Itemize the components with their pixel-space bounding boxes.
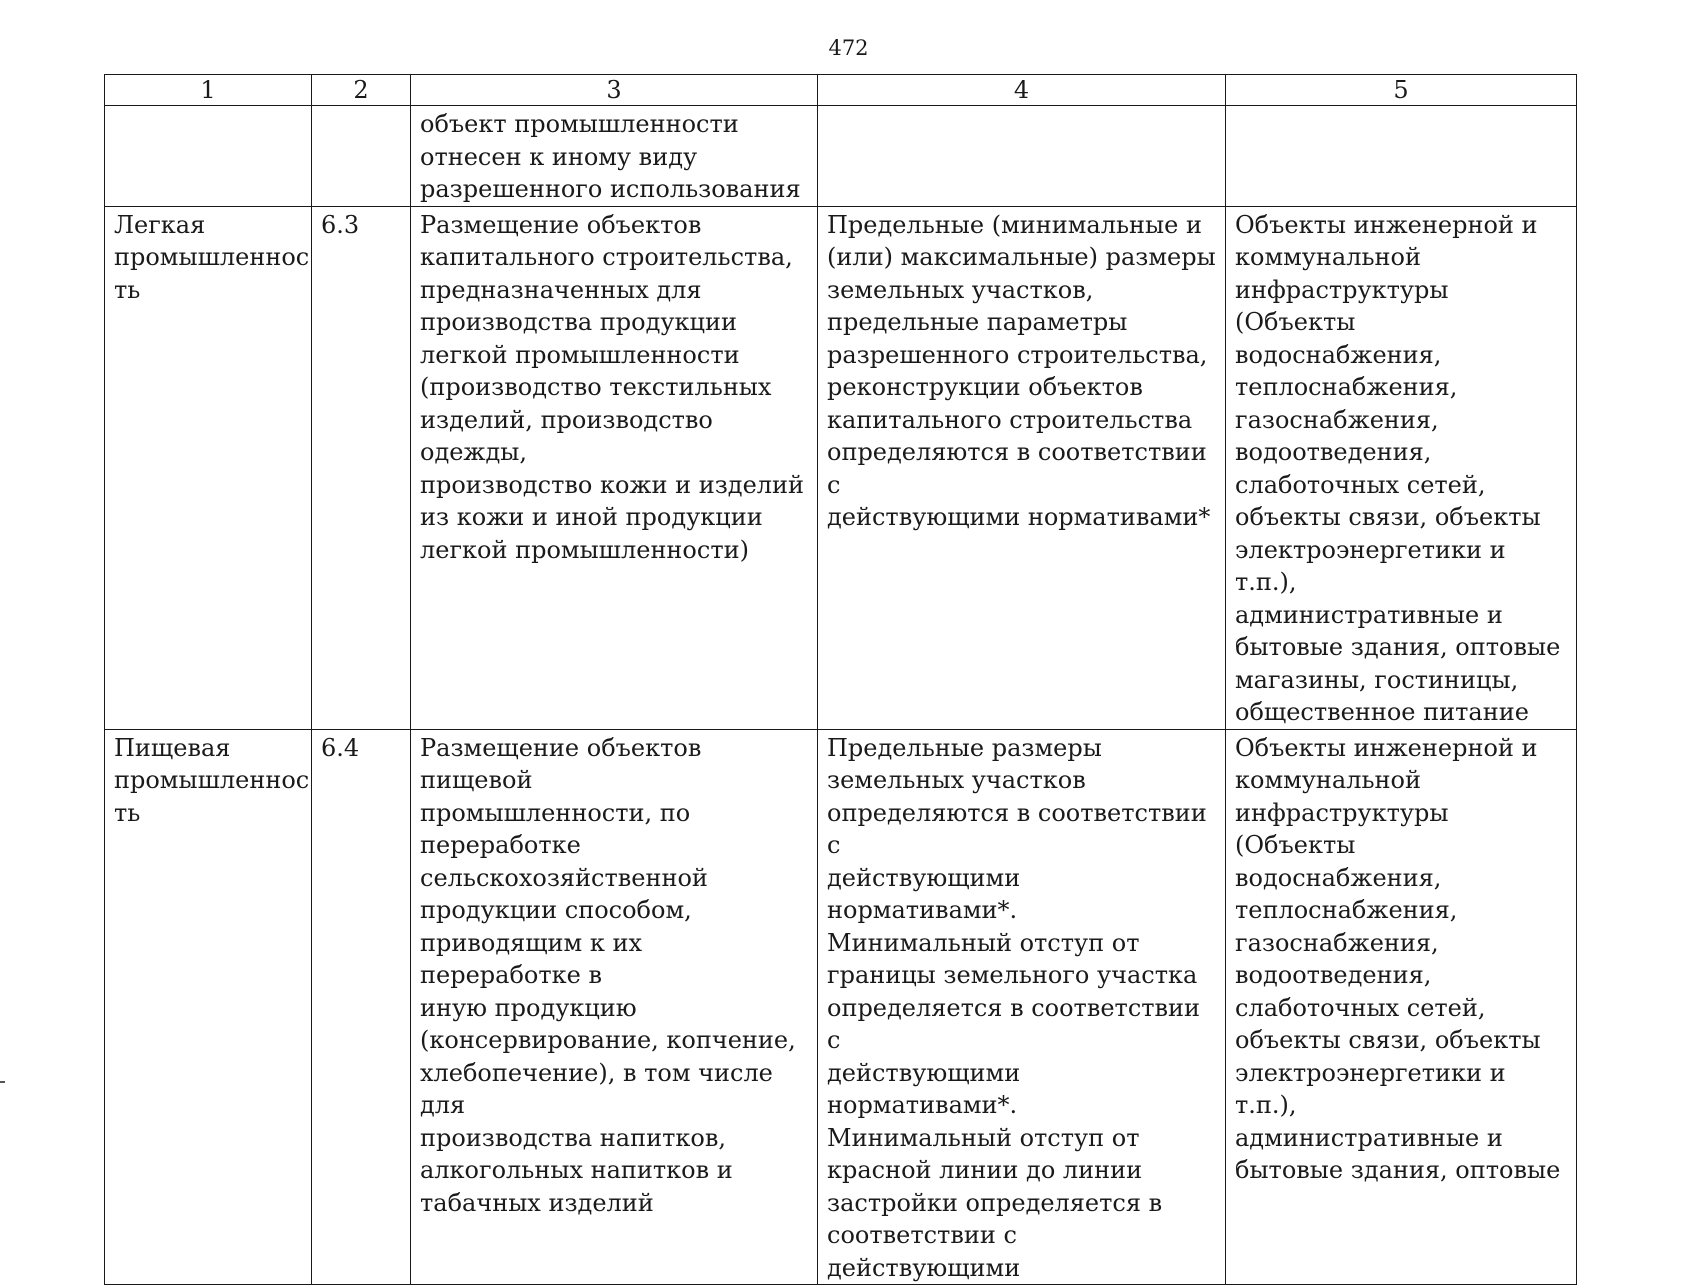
use-name-cell: Легкая промышленнос ть	[105, 206, 312, 729]
use-name-cell	[105, 106, 312, 207]
description-cell: объект промышленности отнесен к иному виду разрешенного использования	[411, 106, 818, 207]
page-number: 472	[828, 36, 869, 60]
column-header: 1	[105, 75, 312, 106]
parameters-cell: Предельные размеры земельных участков определяются в соответствии с действующими нормативами*. Минимальный отступ от границы земельного участка определяется в соответствии с действующими нормативами*. Минимальный отступ от красной линии до линии застройки определяется в соответствии с действующими	[818, 729, 1226, 1285]
parameters-cell: Предельные (минимальные и (или) максимальные) размеры земельных участков, предельные параметры разрешенного строительства, реконструкции объектов капитального строительства определяются в соответствии с действующими нормативами*	[818, 206, 1226, 729]
use-code-cell: 6.3	[312, 206, 411, 729]
auxiliary-uses-cell: Объекты инженерной и коммунальной инфраструктуры (Объекты водоснабжения, теплоснабжения, газоснабжения, водоотведения, слаботочных сетей, объекты связи, объекты электроэнергетики и т.п.), административные и бытовые здания, оптовые	[1226, 729, 1577, 1285]
table-row	[105, 206, 1577, 729]
table-row	[105, 729, 1577, 1285]
description-cell: Размещение объектов капитального строительства, предназначенных для производства продукции легкой промышленности (производство текстильных изделий, производство одежды, производство кожи и изделий из кожи и иной продукции легкой промышленности)	[411, 206, 818, 729]
column-header: 2	[312, 75, 411, 106]
use-name-cell: Пищевая промышленнос ть	[105, 729, 312, 1285]
column-header: 4	[818, 75, 1226, 106]
description-cell: Размещение объектов пищевой промышленности, по переработке сельскохозяйственной продукции способом, приводящим к их переработке в иную продукцию (консервирование, копчение, хлебопечение), в том числе для производства напитков, алкогольных напитков и табачных изделий	[411, 729, 818, 1285]
table-header-row	[105, 75, 1577, 106]
scan-speck	[0, 1081, 5, 1083]
auxiliary-uses-cell	[1226, 106, 1577, 207]
zoning-table	[104, 74, 1577, 1285]
use-code-cell: 6.4	[312, 729, 411, 1285]
auxiliary-uses-cell: Объекты инженерной и коммунальной инфраструктуры (Объекты водоснабжения, теплоснабжения, газоснабжения, водоотведения, слаботочных сетей, объекты связи, объекты электроэнергетики и т.п.), административные и бытовые здания, оптовые магазины, гостиницы, общественное питание	[1226, 206, 1577, 729]
column-header: 5	[1226, 75, 1577, 106]
table-row	[105, 106, 1577, 207]
column-header: 3	[411, 75, 818, 106]
use-code-cell	[312, 106, 411, 207]
parameters-cell	[818, 106, 1226, 207]
